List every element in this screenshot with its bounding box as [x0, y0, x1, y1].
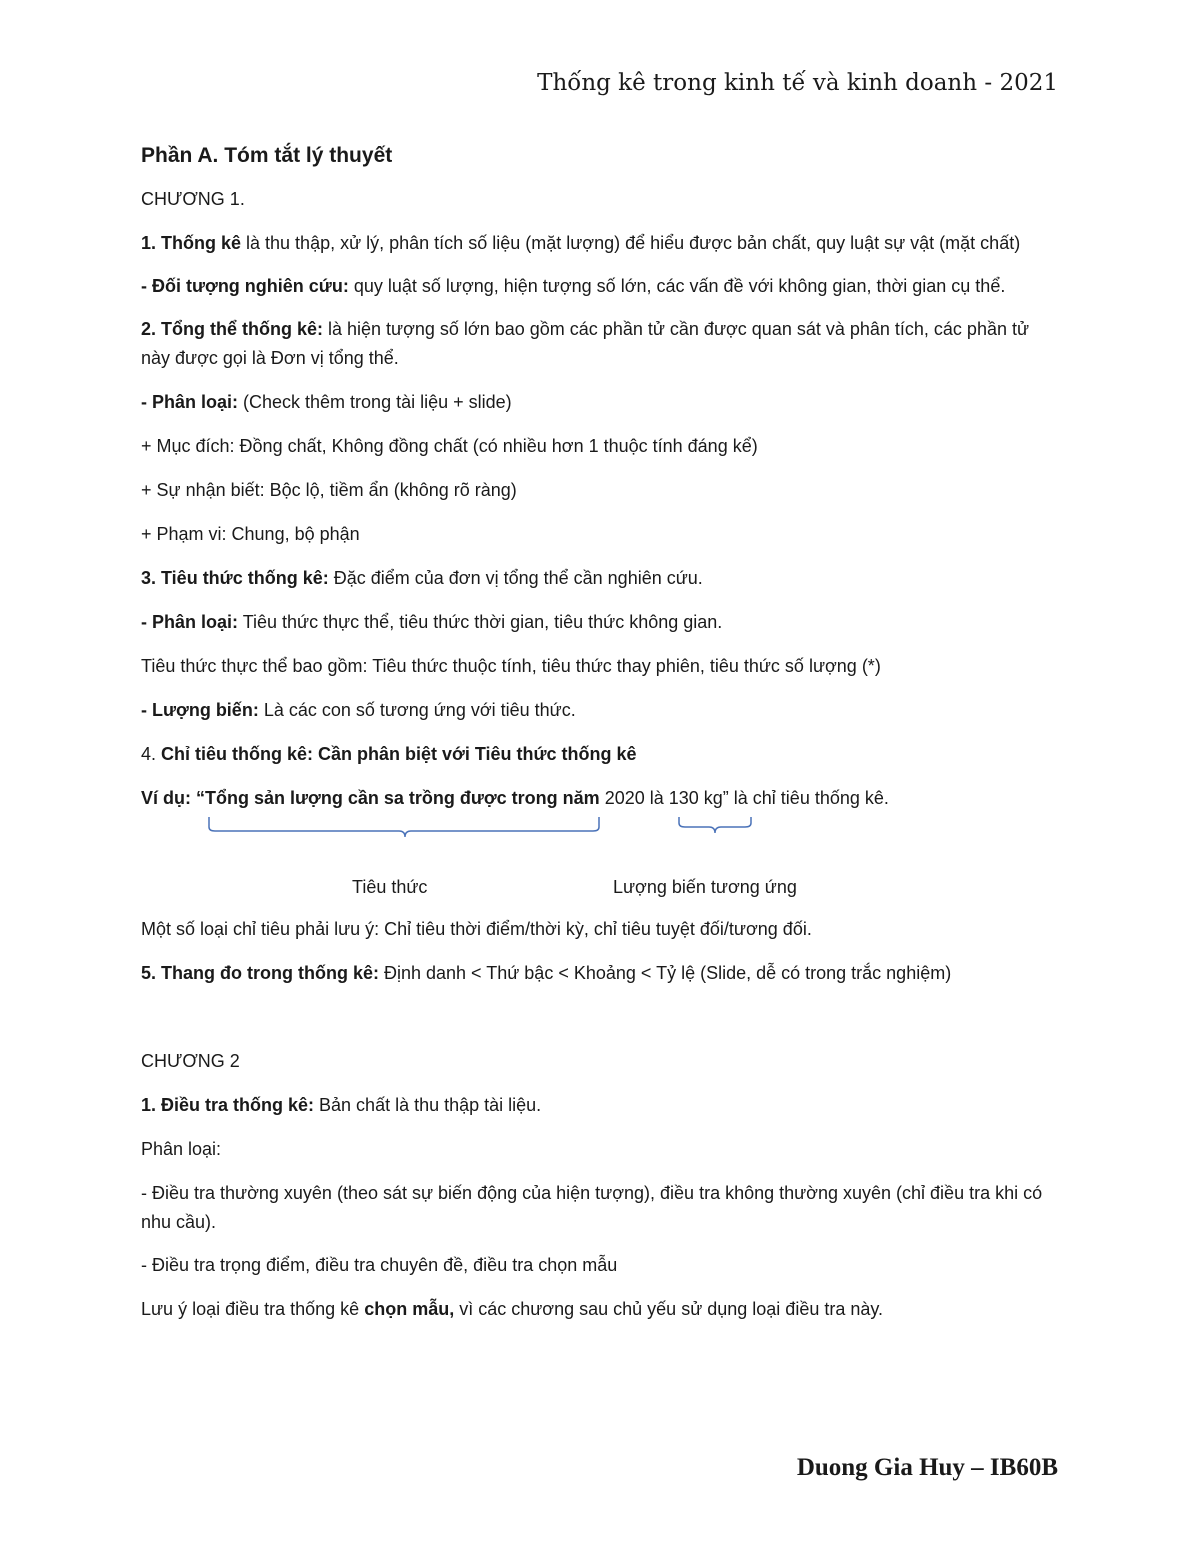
paragraph-vi-du: Ví dụ: “Tổng sản lượng cần sa trồng được trong năm 2020 là 130 kg” là chỉ tiêu thống kê. [141, 788, 889, 808]
paragraph-nhan-biet: + Sự nhận biết: Bộc lộ, tiềm ẩn (không rõ ràng) [141, 480, 517, 500]
paragraph-thuong-xuyen: - Điều tra thường xuyên (theo sát sự biến động của hiện tượng), điều tra không thường xuyên (chỉ điều tra khi có nhu cầu). [141, 1183, 1043, 1232]
paragraph-doi-tuong: - Đối tượng nghiên cứu: quy luật số lượng, hiện tượng số lớn, các vấn đề với không gian, thời gian cụ thể. [141, 276, 1006, 296]
paragraph-phan-loai-1: - Phân loại: (Check thêm trong tài liệu + slide) [141, 392, 512, 412]
paragraph-luu-y: Lưu ý loại điều tra thống kê chọn mẫu, vì các chương sau chủ yếu sử dụng loại điều tra này. [141, 1299, 884, 1319]
page-header: Thống kê trong kinh tế và kinh doanh - 2021 [537, 70, 1058, 96]
brace-labels [141, 873, 1061, 913]
example-braces [141, 813, 1061, 873]
brace-left-label: Tiêu thức [352, 877, 428, 897]
paragraph-loai-chi-tieu: Một số loại chỉ tiêu phải lưu ý: Chỉ tiêu thời điểm/thời kỳ, chỉ tiêu tuyệt đối/tương đối. [141, 919, 812, 939]
section-title: Phần A. Tóm tắt lý thuyết [141, 144, 393, 167]
paragraph-phan-loai-3: Phân loại: [141, 1139, 222, 1159]
page-footer: Duong Gia Huy – IB60B [796, 1454, 1058, 1481]
paragraph-tieu-thuc-thuc-the: Tiêu thức thực thể bao gồm: Tiêu thức thuộc tính, tiêu thức thay phiên, tiêu thức số lượng (*) [141, 656, 881, 676]
brace-right [679, 817, 751, 833]
paragraph-trong-diem: - Điều tra trọng điểm, điều tra chuyên đề, điều tra chọn mẫu [141, 1255, 618, 1275]
paragraph-pham-vi: + Phạm vi: Chung, bộ phận [141, 524, 360, 544]
chapter-1-heading: CHƯƠNG 1. [141, 189, 245, 209]
paragraph-thang-do: 5. Thang đo trong thống kê: Định danh < Thứ bậc < Khoảng < Tỷ lệ (Slide, dễ có trong trắc nghiệm) [141, 963, 952, 983]
document-body [141, 141, 1061, 1324]
chapter-2-heading: CHƯƠNG 2 [141, 1051, 240, 1071]
brace-left [209, 817, 599, 837]
paragraph-thong-ke: 1. Thống kê là thu thập, xử lý, phân tích số liệu (mặt lượng) để hiểu được bản chất, quy luật sự vật (mặt chất) [141, 233, 1021, 253]
brace-right-label: Lượng biến tương ứng [613, 877, 797, 897]
paragraph-tieu-thuc: 3. Tiêu thức thống kê: Đặc điểm của đơn vị tổng thể cần nghiên cứu. [141, 568, 703, 588]
paragraph-tong-the: 2. Tổng thể thống kê: là hiện tượng số lớn bao gồm các phần tử cần được quan sát và phân tích, các phần tử này được gọi là Đơn vị tổng thể. [141, 319, 1030, 368]
paragraph-dieu-tra: 1. Điều tra thống kê: Bản chất là thu thập tài liệu. [141, 1095, 542, 1115]
paragraph-chi-tieu: 4. Chỉ tiêu thống kê: Cần phân biệt với Tiêu thức thống kê [141, 744, 637, 764]
paragraph-phan-loai-2: - Phân loại: Tiêu thức thực thể, tiêu thức thời gian, tiêu thức không gian. [141, 612, 723, 632]
paragraph-muc-dich: + Mục đích: Đồng chất, Không đồng chất (có nhiều hơn 1 thuộc tính đáng kể) [141, 436, 758, 456]
paragraph-luong-bien: - Lượng biến: Là các con số tương ứng với tiêu thức. [141, 700, 576, 720]
